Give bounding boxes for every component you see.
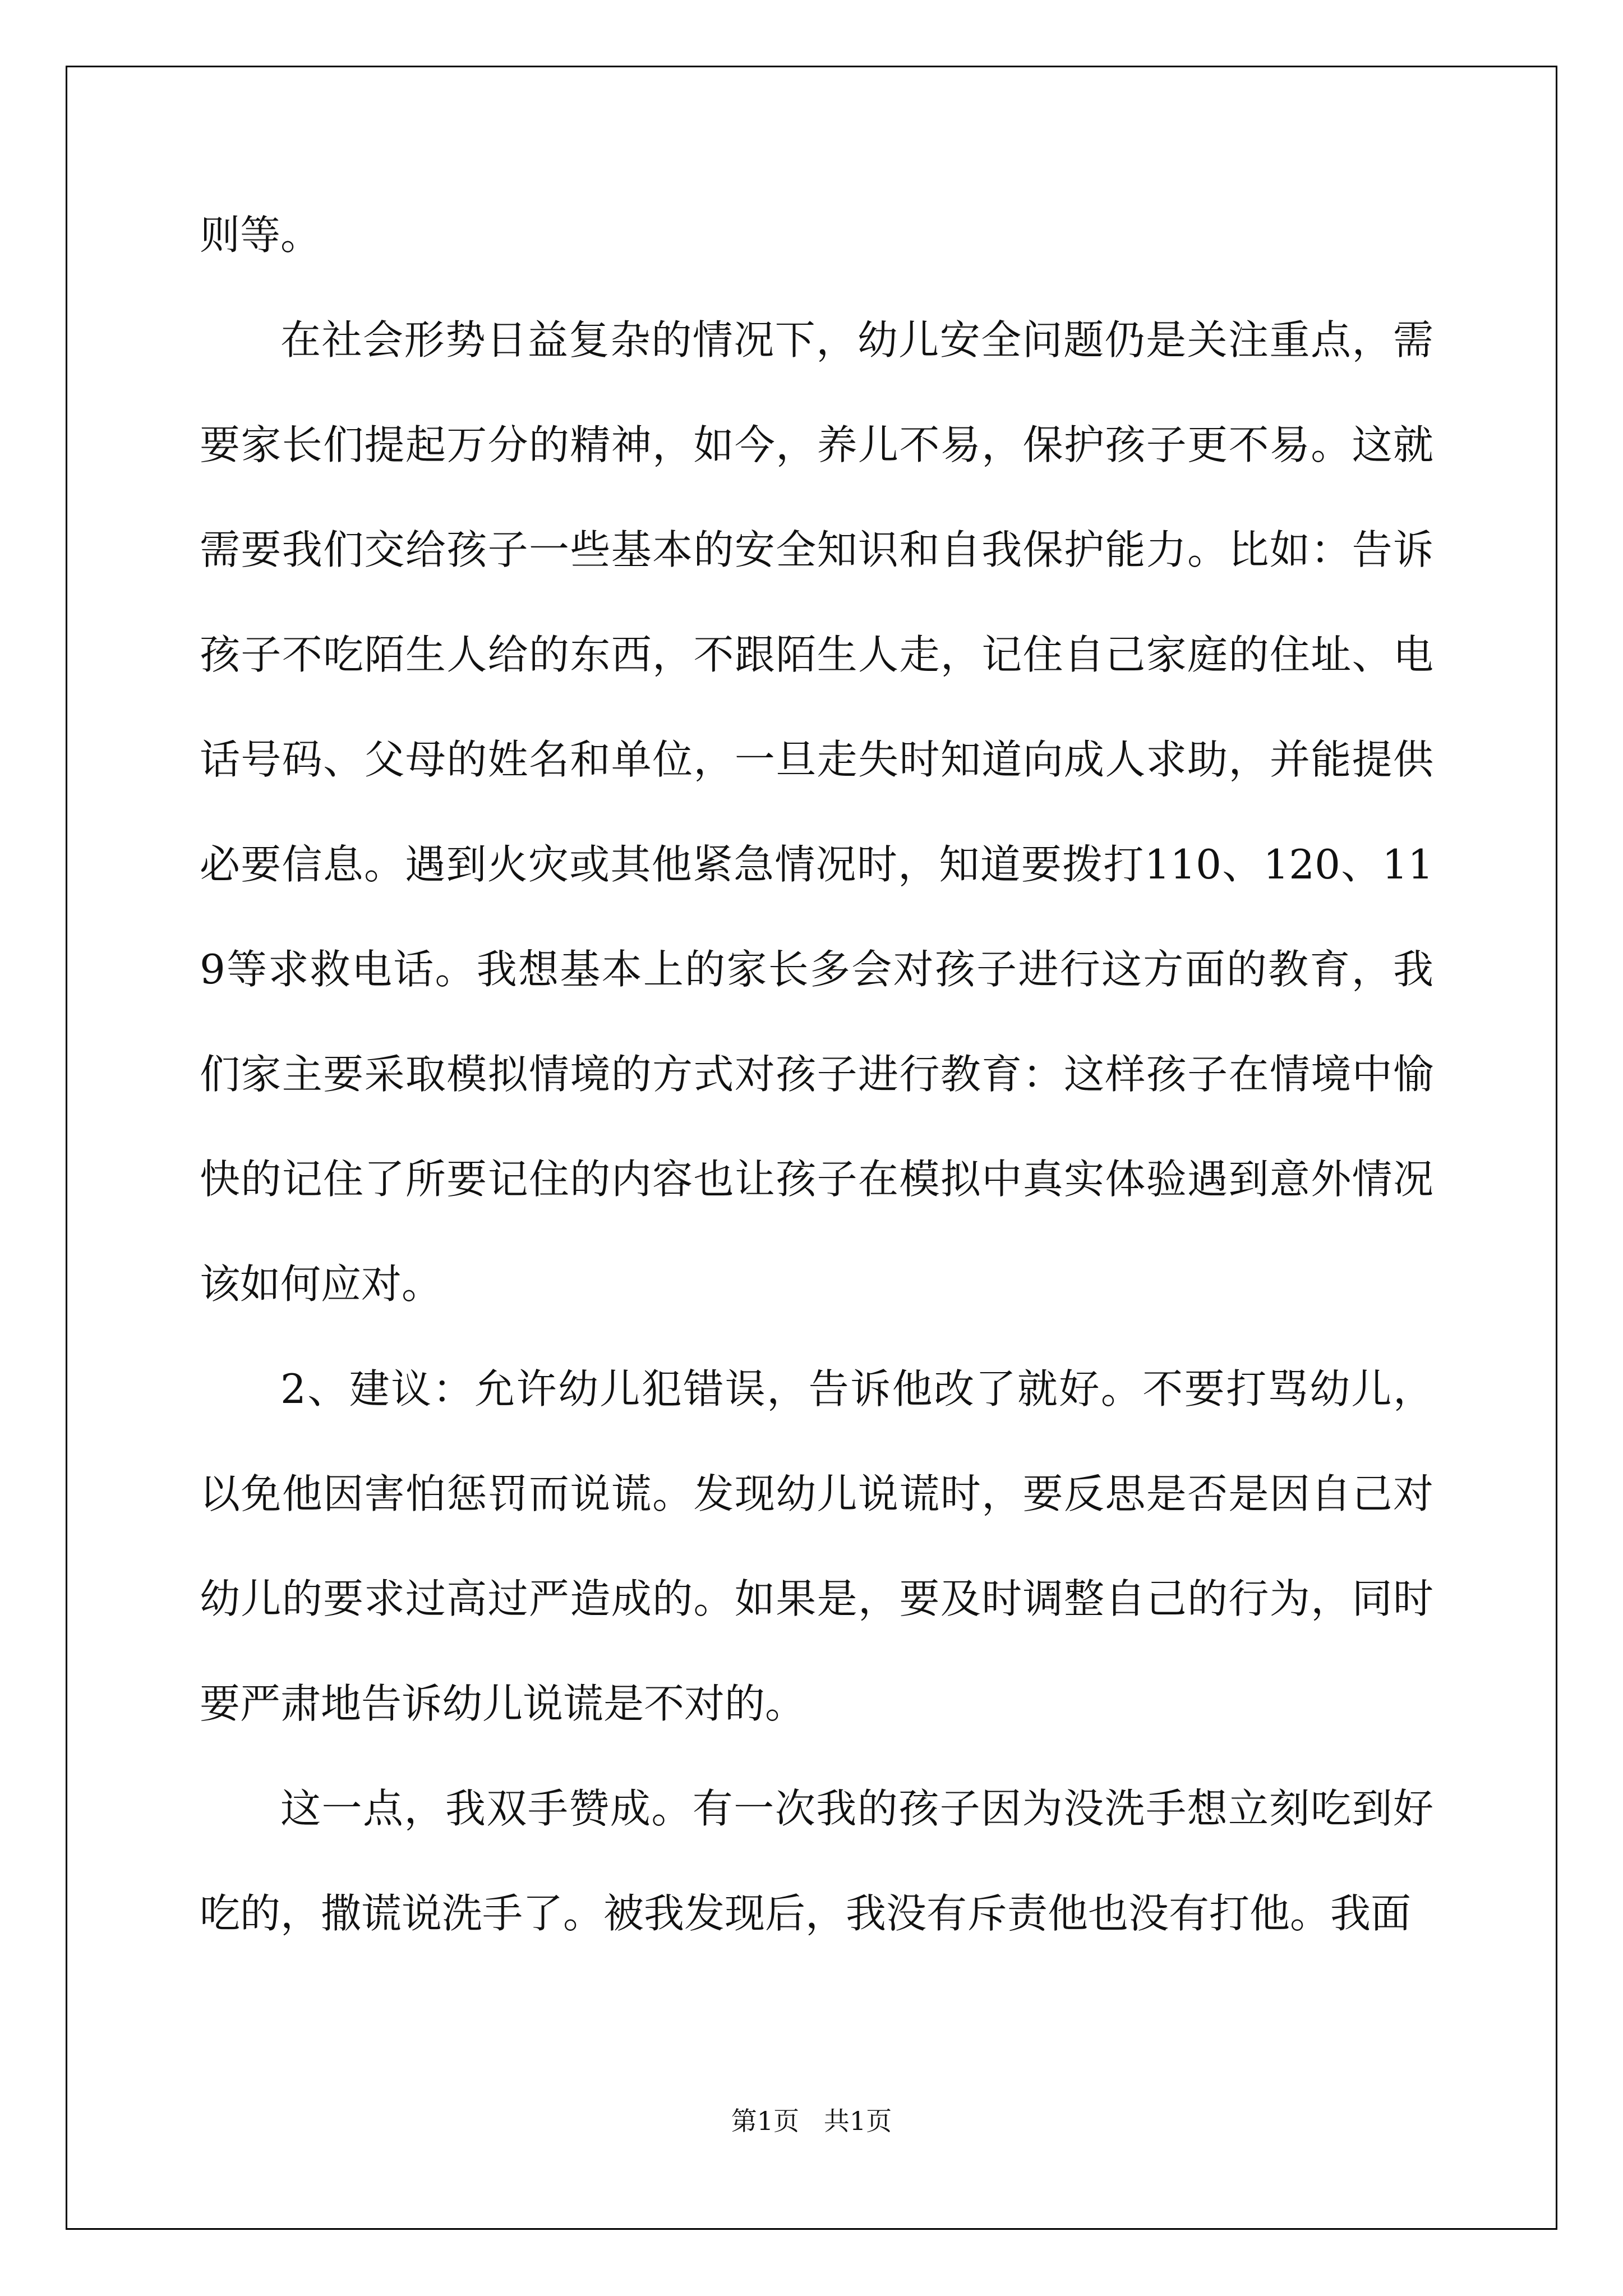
page-footer: 第1页 共1页 [731,2106,892,2136]
paragraph-1: 则等。 [200,211,321,259]
paragraph-3: 2、建议：允许幼儿犯错误，告诉他改了就好。不要打骂幼儿，以免他因害怕惩罚而说谎。发现幼儿说谎时，要反思是否是因自己对幼儿的要求过高过严造成的。如果是，要及时调整自己的行为，同时要严肃地告诉幼儿说谎是不对的。 [200,1365,1433,1727]
document-body [200,183,1433,1966]
paragraph-4: 这一点，我双手赞成。有一次我的孩子因为没洗手想立刻吃到好吃的，撒谎说洗手了。被我发现后，我没有斥责他也没有打他。我面 [200,1785,1433,1937]
paragraph-2: 在社会形势日益复杂的情况下，幼儿安全问题仍是关注重点，需要家长们提起万分的精神，如今，养儿不易，保护孩子更不易。这就需要我们交给孩子一些基本的安全知识和自我保护能力。比如：告诉孩子不吃陌生人给的东西，不跟陌生人走，记住自己家庭的住址、电话号码、父母的姓名和单位，一旦走失时知道向成人求助，并能提供必要信息。遇到火灾或其他紧急情况时，知道要拨打110、120、119等求救电话。我想基本上的家长多会对孩子进行这方面的教育，我们家主要采取模拟情境的方式对孩子进行教育：这样孩子在情境中愉快的记住了所要记住的内容也让孩子在模拟中真实体验遇到意外情况该如何应对。 [200,316,1433,1308]
